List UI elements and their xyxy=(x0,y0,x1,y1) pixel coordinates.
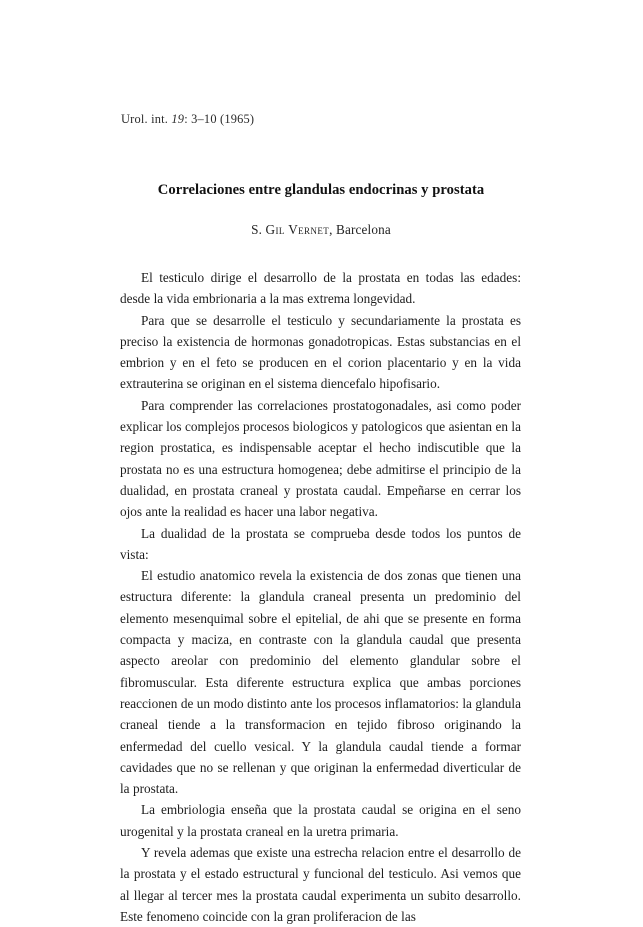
author-affiliation: , Barcelona xyxy=(329,221,391,237)
body-paragraph: El testiculo dirige el desarrollo de la prostata en todas las edades: desde la vida embrionaria a la mas extrema longevidad. xyxy=(120,270,521,307)
journal-citation xyxy=(121,112,254,127)
body-paragraph: El estudio anatomico revela la existencia de dos zonas que tienen una estructura diferente: la glandula craneal presenta un predominio del elemento mesenquimal sobre el epitelial, de ahi que se presente en forma compacta y maciza, en contraste con la glandula caudal que presenta aspecto areolar con predominio del elemento glandular sobre el fibromuscular. Esta diferente estructura explica que ambas porciones reaccionen de un modo distinto ante los procesos inflamatorios: la glandula craneal tiende a la transformacion en tejido fibroso originando la enfermedad del cuello vesical. Y la glandula caudal tiende a formar cavidades que no se rellenan y que originan la enfermedad diverticular de la prostata. xyxy=(120,568,521,797)
author-initial: S. xyxy=(251,221,266,237)
body-paragraph: Y revela ademas que existe una estrecha relacion entre el desarrollo de la prostata y el estado estructural y funcional del testiculo. Asi vemos que al llegar al tercer mes la prostata caudal experimenta un subito desarrollo. Este fenomeno coincide con la gran proliferacion de las xyxy=(120,845,521,924)
body-paragraph: Para comprender las correlaciones prostatogonadales, asi como poder explicar los complejos procesos biologicos y patologicos que asientan en la region prostatica, es indispensable aceptar el hecho indiscutible que la prostata no es una estructura homogenea; debe admitirse el principio de la dualidad, en prostata craneal y prostata caudal. Empeñarse en cerrar los ojos ante la realidad es hacer una labor negativa. xyxy=(120,397,521,520)
body-paragraph: La embriologia enseña que la prostata caudal se origina en el seno urogenital y la prostata craneal en la uretra primaria. xyxy=(120,802,521,839)
body-paragraph: La dualidad de la prostata se comprueba desde todos los puntos de vista: xyxy=(120,525,521,562)
author-surname: Gil Vernet xyxy=(265,221,330,237)
author-byline xyxy=(121,222,521,238)
body-text-column xyxy=(120,267,521,927)
title-block xyxy=(121,182,521,238)
citation-volume: 19 xyxy=(171,112,185,126)
body-paragraph: Para que se desarrolle el testiculo y secundariamente la prostata es preciso la existencia de hormonas gonadotropicas. Estas substancias en el embrion y en el feto se producen en el corion placentario y en la vida extrauterina se originan en el sistema diencefalo hipofisario. xyxy=(120,312,521,392)
citation-journal: Urol. int. xyxy=(121,112,169,126)
page-title: Correlaciones entre glandulas endocrinas y prostata xyxy=(157,182,485,198)
citation-pages-year: : 3–10 (1965) xyxy=(184,112,255,126)
